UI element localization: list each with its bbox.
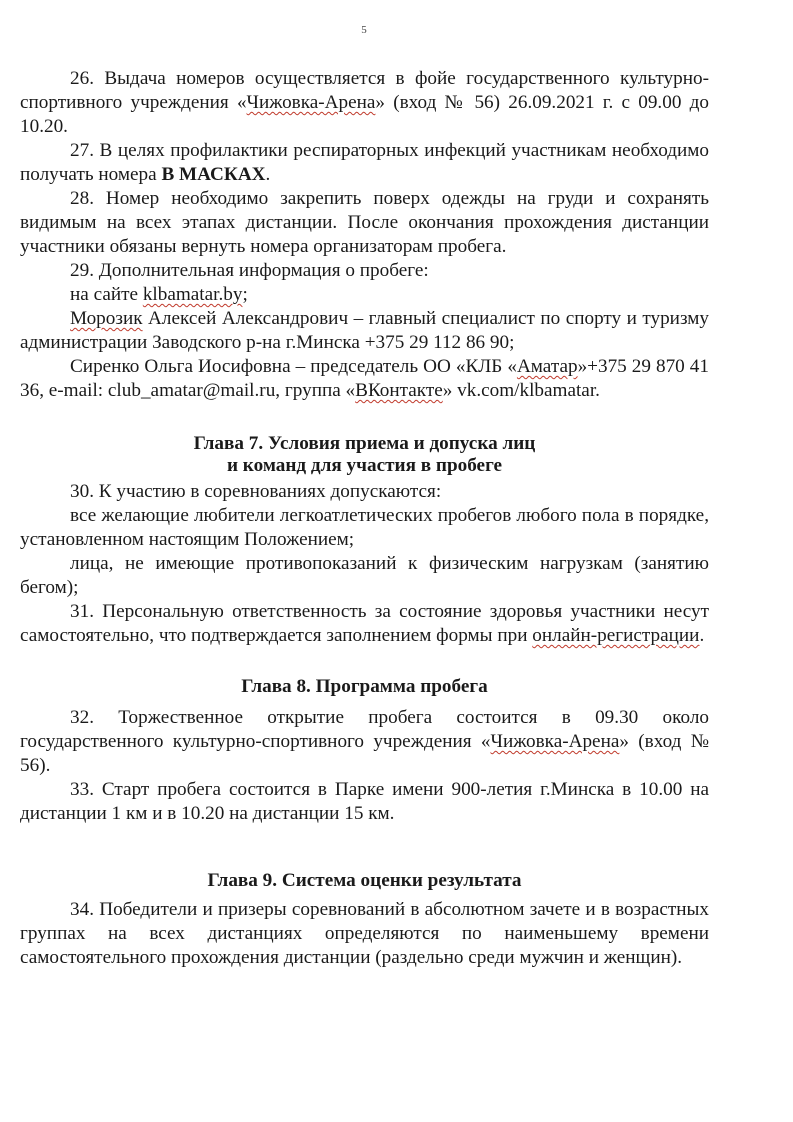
masks-emphasis: В МАСКАХ [161,164,266,185]
paragraph-30-item-b: лица, не имеющие противопоказаний к физическим нагрузкам (занятию бегом); [20,553,709,598]
online-registration: онлайн-регистрации [532,625,700,646]
paragraph-33: 33. Старт пробега состоится в Парке имени 900-летия г.Минска в 10.00 на дистанции 1 км и в 10.20 на дистанции 15 км. [20,779,709,824]
page-number: 5 [361,24,367,36]
paragraph-26 [20,67,709,139]
paragraph-26-text-end: » (вход № 56) 26.09.2021 г. с 09.00 до 10.20. [20,92,709,137]
paragraph-26-text: 26. Выдача номеров осуществляется в фойе государственного культурно-спортивного учреждения « [20,68,709,113]
site-link[interactable]: klbamatar.by [142,284,243,305]
paragraph-31-punct: . [699,625,705,646]
chapter-7-heading [20,433,709,477]
chapter-7-heading-line-2: и команд для участия в пробеге [226,455,503,476]
venue-name-2: Чижовка-Арена [490,731,620,752]
chapter-7-heading-line-1: Глава 7. Условия приема и допуска лиц [193,433,536,454]
paragraph-31 [20,600,709,648]
chapter-9-heading: Глава 9. Система оценки результата [207,870,522,891]
paragraph-27 [20,139,709,187]
contact-morozik-details: Алексей Александрович – главный специалист по спорту и туризму администрации Заводского р-на г.Минска +375 29 112 86 90; [20,308,709,353]
paragraph-29: 29. Дополнительная информация о пробеге: [70,260,429,281]
paragraph-28: 28. Номер необходимо закрепить поверх одежды на груди и сохранять видимым на всех этапах дистанции. После окончания прохождения дистанции участники обязаны вернуть номера организаторам пробега. [20,188,709,257]
paragraph-29-contact-morozik [20,307,709,355]
site-label: на сайте [70,284,143,305]
paragraph-29-site [20,283,709,307]
paragraph-32 [20,706,709,778]
paragraph-29-contact-sirenko [20,355,709,403]
paragraph-32-text: 32. Торжественное открытие пробега состоится в 09.30 около государственного культурно-спортивного учреждения « [20,707,709,752]
document-body [20,67,709,970]
paragraph-32-text-end: » (вход № 56). [20,731,709,776]
contact-surname-morozik: Морозик [70,308,143,329]
paragraph-34: 34. Победители и призеры соревнований в абсолютном зачете и в возрастных группах на всех дистанциях определяются по наименьшему времени самостоятельного прохождения дистанции (раздельно среди мужчин и женщин). [20,899,709,968]
vk-link[interactable]: » vk.com/klbamatar. [442,380,600,401]
club-name: Аматар [516,356,578,377]
contact-sirenko-phone-email: »+375 29 870 41 36, e-mail: club_amatar@mail.ru, группа « [20,356,709,401]
vk-name: ВКонтакте [355,380,443,401]
paragraph-30-item-a: все желающие любители легкоатлетических пробегов любого пола в порядке, установленном настоящим Положением; [20,505,709,550]
paragraph-31-text: 31. Персональную ответственность за состояние здоровья участники несут самостоятельно, что подтверждается заполнением формы при [20,601,709,646]
venue-name: Чижовка-Арена [246,92,376,113]
paragraph-30: 30. К участию в соревнованиях допускаются: [70,481,442,502]
contact-sirenko-text: Сиренко Ольга Иосифовна – председатель ОО «КЛБ « [70,356,517,377]
site-punct: ; [242,284,248,305]
paragraph-27-text: 27. В целях профилактики респираторных инфекций участникам необходимо получать номера [20,140,709,185]
paragraph-27-text-end: . [265,164,271,185]
chapter-8-heading: Глава 8. Программа пробега [241,676,488,697]
